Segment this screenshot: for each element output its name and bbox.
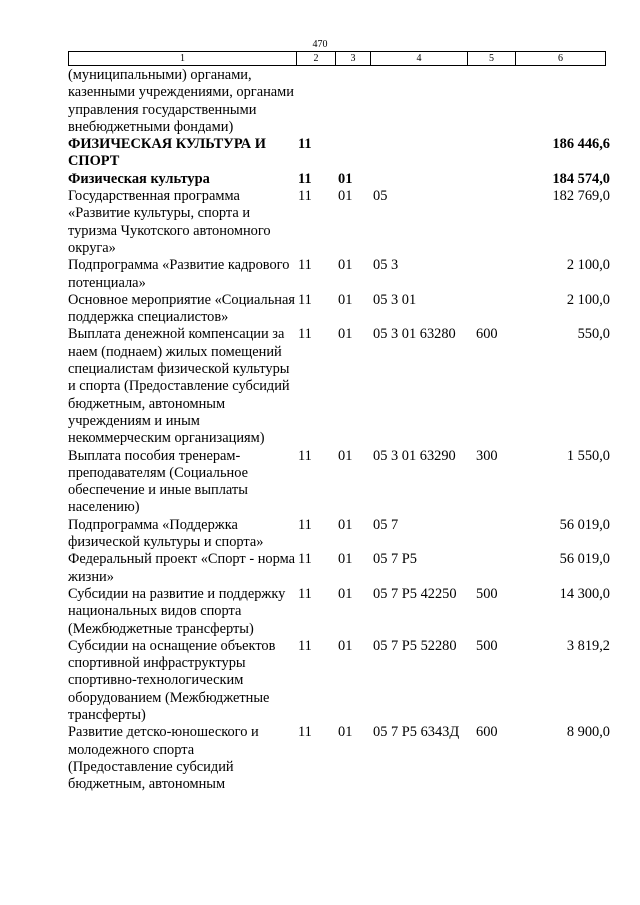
row-section: 11 xyxy=(298,136,312,153)
row-amount: 14 300,0 xyxy=(559,585,610,602)
row-target-article: 05 7 P5 52280 xyxy=(373,637,457,654)
row-subsection: 01 xyxy=(338,447,353,464)
row-subsection: 01 xyxy=(338,170,353,187)
column-number-header xyxy=(68,51,606,66)
row-section: 11 xyxy=(298,516,312,533)
row-subsection: 01 xyxy=(338,516,353,533)
row-section: 11 xyxy=(298,585,312,602)
row-name: (муниципальными) органами, казенными учреждениями, органами управления государственными внебюджетными фондами) xyxy=(68,67,294,135)
row-name: Субсидии на развитие и поддержку национальных видов спорта (Межбюджетные трансферты) xyxy=(68,585,286,637)
row-name: Субсидии на оснащение объектов спортивной инфраструктуры спортивно-технологическим оборудованием (Межбюджетные трансферты) xyxy=(68,637,276,723)
row-name: Выплата пособия тренерам-преподавателям (Социальное обеспечение и иные выплаты населению) xyxy=(68,447,248,516)
row-expense-type: 500 xyxy=(476,585,498,602)
table-row xyxy=(68,448,612,517)
table-row xyxy=(68,292,612,327)
row-amount: 184 574,0 xyxy=(552,170,610,187)
row-target-article: 05 7 xyxy=(373,516,399,533)
row-subsection: 01 xyxy=(338,326,353,343)
header-col-6: 6 xyxy=(516,52,606,66)
table-row xyxy=(68,517,612,552)
row-amount: 186 446,6 xyxy=(552,136,610,153)
row-amount: 2 100,0 xyxy=(566,291,610,308)
row-amount: 8 900,0 xyxy=(566,724,610,741)
row-expense-type: 500 xyxy=(476,637,498,654)
budget-table-body xyxy=(68,67,612,793)
row-section: 11 xyxy=(298,170,312,187)
row-section: 11 xyxy=(298,637,312,654)
header-col-5: 5 xyxy=(468,52,516,66)
row-target-article: 05 7 P5 6343Д xyxy=(373,724,460,741)
table-row xyxy=(68,188,612,257)
row-section: 11 xyxy=(298,724,312,741)
row-subsection: 01 xyxy=(338,188,353,205)
row-name: ФИЗИЧЕСКАЯ КУЛЬТУРА И СПОРТ xyxy=(68,136,266,170)
row-name: Физическая культура xyxy=(68,170,210,187)
row-section: 11 xyxy=(298,188,312,205)
row-target-article: 05 3 01 63290 xyxy=(373,447,456,464)
row-name: Подпрограмма «Поддержка физической культуры и спорта» xyxy=(68,516,264,551)
row-subsection: 01 xyxy=(338,637,353,654)
row-amount: 3 819,2 xyxy=(566,637,610,654)
row-amount: 1 550,0 xyxy=(566,447,610,464)
row-name: Выплата денежной компенсации за наем (поднаем) жилых помещений специалистам физической культуры и спорта (Предоставление субсидий бюджетным, автономным учреждениям и иным некоммерческим организациям) xyxy=(68,326,290,447)
row-section: 11 xyxy=(298,257,312,274)
table-row xyxy=(68,171,612,188)
table-row xyxy=(68,257,612,292)
row-target-article: 05 7 P5 42250 xyxy=(373,585,457,602)
row-amount: 2 100,0 xyxy=(566,257,610,274)
header-col-3: 3 xyxy=(336,52,371,66)
table-row xyxy=(68,586,612,638)
page-number: 470 xyxy=(312,39,328,50)
row-name: Развитие детско-юношеского и молодежного спорта (Предоставление субсидий бюджетным, автономным xyxy=(68,724,259,793)
row-name: Федеральный проект «Спорт - норма жизни» xyxy=(68,551,295,585)
row-subsection: 01 xyxy=(338,291,353,308)
row-expense-type: 600 xyxy=(476,724,498,741)
row-target-article: 05 7 P5 xyxy=(373,551,417,568)
row-name: Подпрограмма «Развитие кадрового потенциала» xyxy=(68,257,290,291)
row-subsection: 01 xyxy=(338,585,353,602)
row-subsection: 01 xyxy=(338,724,353,741)
table-row xyxy=(68,724,612,793)
row-name: Основное мероприятие «Социальная поддержка специалистов» xyxy=(68,291,295,326)
row-section: 11 xyxy=(298,326,312,343)
table-row xyxy=(68,326,612,447)
row-name: Государственная программа «Развитие культуры, спорта и туризма Чукотского автономного округа» xyxy=(68,188,271,256)
table-row xyxy=(68,638,612,724)
header-col-1: 1 xyxy=(69,52,297,66)
table-row xyxy=(68,136,612,171)
row-amount: 56 019,0 xyxy=(559,551,610,568)
row-expense-type: 600 xyxy=(476,326,498,343)
row-subsection: 01 xyxy=(338,257,353,274)
row-target-article: 05 3 01 63280 xyxy=(373,326,456,343)
table-row xyxy=(68,551,612,586)
row-section: 11 xyxy=(298,551,312,568)
header-col-2: 2 xyxy=(297,52,336,66)
table-row xyxy=(68,67,612,136)
row-subsection: 01 xyxy=(338,551,353,568)
row-section: 11 xyxy=(298,447,312,464)
row-target-article: 05 3 01 xyxy=(373,291,417,308)
row-section: 11 xyxy=(298,291,312,308)
row-expense-type: 300 xyxy=(476,447,498,464)
row-amount: 550,0 xyxy=(577,326,610,343)
header-col-4: 4 xyxy=(371,52,468,66)
row-amount: 182 769,0 xyxy=(552,188,610,205)
row-target-article: 05 3 xyxy=(373,257,399,274)
row-target-article: 05 xyxy=(373,188,388,205)
row-amount: 56 019,0 xyxy=(559,516,610,533)
